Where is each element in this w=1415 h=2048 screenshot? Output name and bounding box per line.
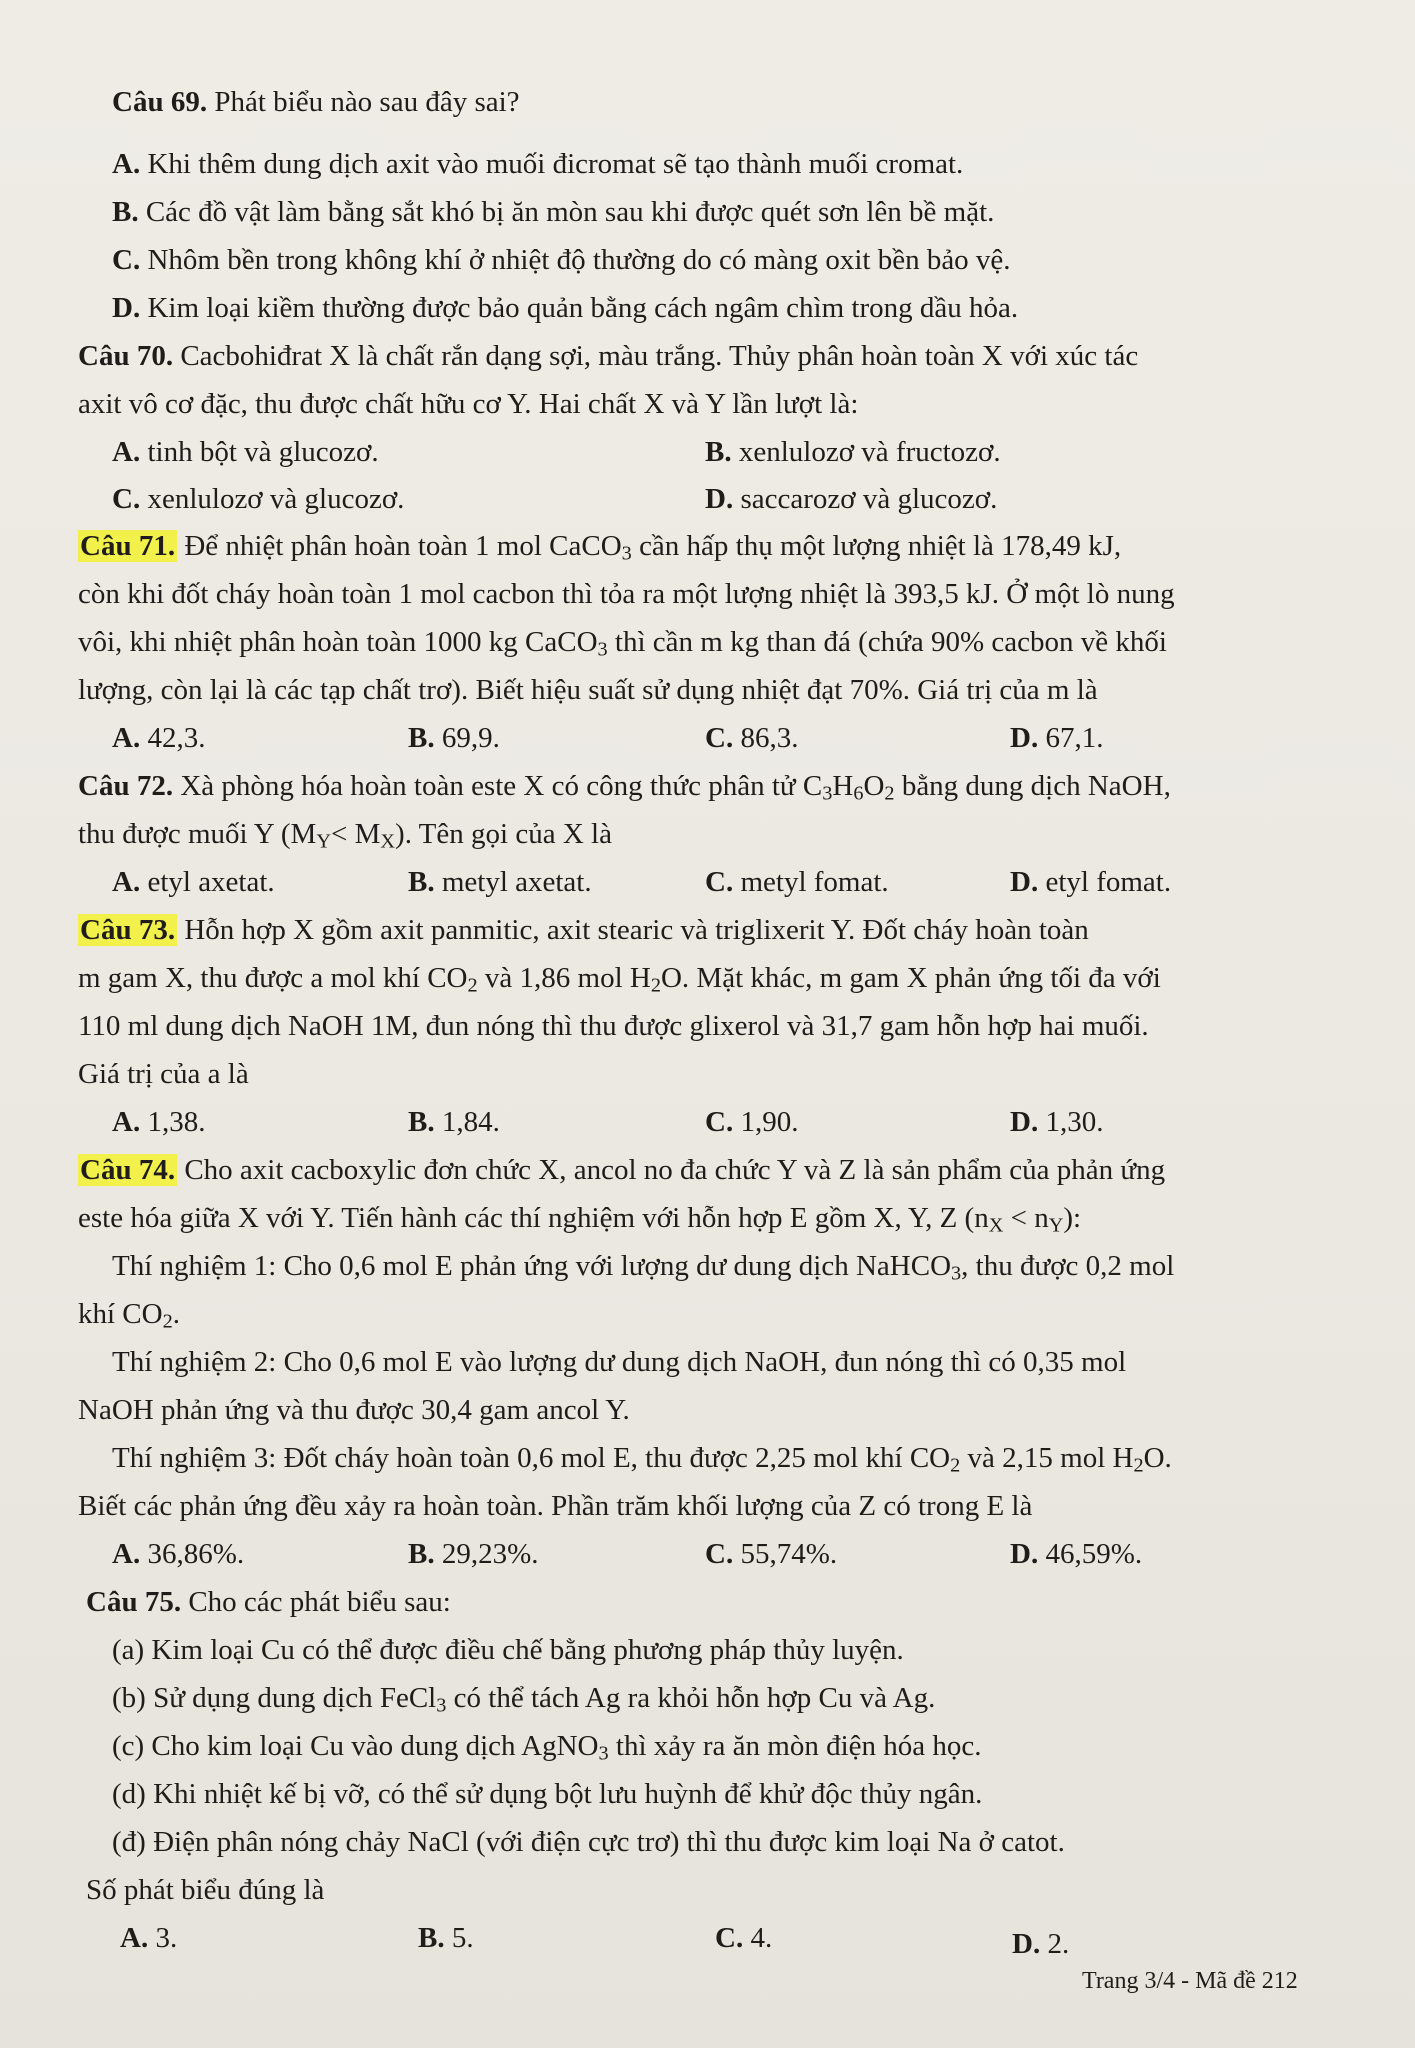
q70-stem-line2: axit vô cơ đặc, thu được chất hữu cơ Y. Hai chất X và Y lần lượt là:	[78, 388, 859, 420]
q71-option-a: A. 42,3.	[112, 722, 206, 754]
q70-option-b: B. xenlulozơ và fructozơ.	[705, 436, 1001, 468]
q71-option-b: B. 69,9.	[408, 722, 500, 754]
q74-experiment-1: Thí nghiệm 1: Cho 0,6 mol E phản ứng với lượng dư dung dịch NaHCO$_3$, thu được 0,2 mol	[112, 1250, 1175, 1285]
q71-line4: lượng, còn lại là các tạp chất trơ). Biết hiệu suất sử dụng nhiệt đạt 70%. Giá trị của m là	[78, 674, 1098, 706]
q75-option-a: A. 3.	[120, 1922, 178, 1954]
q74-line2: este hóa giữa X với Y. Tiến hành các thí nghiệm với hỗn hợp E gồm X, Y, Z $(n_X < n_Y)$:	[78, 1202, 1082, 1237]
q72-line2: thu được muối Y $(M_Y< M_X)$. Tên gọi của X là	[78, 818, 612, 853]
q71-line2: còn khi đốt cháy hoàn toàn 1 mol cacbon thì tỏa ra một lượng nhiệt là 393,5 kJ. Ở một lò nung	[78, 578, 1175, 610]
q71-option-c: C. 86,3.	[705, 722, 799, 754]
q74-experiment-2-cont: NaOH phản ứng và thu được 30,4 gam ancol Y.	[78, 1394, 630, 1426]
q73-line1: Câu 73. Hỗn hợp X gồm axit panmitic, axit stearic và triglixerit Y. Đốt cháy hoàn toàn	[80, 914, 1089, 946]
q73-line2: m gam X, thu được a mol khí $CO_2$ và 1,86 mol $H_2O$. Mặt khác, m gam X phản ứng tối đa với	[78, 962, 1161, 997]
q73-option-a: A. 1,38.	[112, 1106, 206, 1138]
q74-option-d: D. 46,59%.	[1010, 1538, 1143, 1570]
q74-label: Câu 74.	[80, 1154, 176, 1186]
q71-line1: Câu 71. Để nhiệt phân hoàn toàn 1 mol CaCO$_3$ cần hấp thụ một lượng nhiệt là 178,49 kJ,	[80, 530, 1122, 565]
q70-label: Câu 70.	[78, 340, 174, 372]
q75-statement-b: (b) Sử dụng dung dịch FeCl$_3$ có thể tách Ag ra khỏi hỗn hợp Cu và Ag.	[112, 1682, 936, 1717]
q72-option-b: B. metyl axetat.	[408, 866, 592, 898]
q73-option-c: C. 1,90.	[705, 1106, 799, 1138]
q75-stem: Câu 75. Cho các phát biểu sau:	[86, 1586, 451, 1618]
q75-question: Số phát biểu đúng là	[86, 1874, 325, 1906]
q74-question: Biết các phản ứng đều xảy ra hoàn toàn. Phần trăm khối lượng của Z có trong E là	[78, 1490, 1033, 1522]
q74-option-b: B. 29,23%.	[408, 1538, 539, 1570]
q75-statement-dd: (đ) Điện phân nóng chảy NaCl (với điện cực trơ) thì thu được kim loại Na ở catot.	[112, 1826, 1065, 1858]
q75-option-d: D. 2.	[1012, 1928, 1070, 1960]
q69-option-c: C. Nhôm bền trong không khí ở nhiệt độ thường do có màng oxit bền bảo vệ.	[112, 244, 1011, 276]
q72-option-d: D. etyl fomat.	[1010, 866, 1172, 898]
q70-stem-line1: Câu 70. Cacbohiđrat X là chất rắn dạng sợi, màu trắng. Thủy phân hoàn toàn X với xúc tác	[78, 340, 1139, 372]
q69-option-b: B. Các đồ vật làm bằng sắt khó bị ăn mòn sau khi được quét sơn lên bề mặt.	[112, 196, 995, 228]
q72-option-c: C. metyl fomat.	[705, 866, 889, 898]
q74-option-a: A. 36,86%.	[112, 1538, 245, 1570]
q75-option-c: C. 4.	[715, 1922, 773, 1954]
q75-statement-a: (a) Kim loại Cu có thể được điều chế bằng phương pháp thủy luyện.	[112, 1634, 904, 1666]
q69-option-a: A. Khi thêm dung dịch axit vào muối đicromat sẽ tạo thành muối cromat.	[112, 148, 964, 180]
q75-statement-d: (d) Khi nhiệt kế bị vỡ, có thể sử dụng bột lưu huỳnh để khử độc thủy ngân.	[112, 1778, 983, 1810]
q73-line3: 110 ml dung dịch NaOH 1M, đun nóng thì thu được glixerol và 31,7 gam hỗn hợp hai muối.	[78, 1010, 1149, 1042]
q72-label: Câu 72.	[78, 770, 174, 802]
q75-option-b: B. 5.	[418, 1922, 474, 1954]
q72-option-a: A. etyl axetat.	[112, 866, 275, 898]
q75-statement-c: (c) Cho kim loại Cu vào dung dịch AgNO$_3$ thì xảy ra ăn mòn điện hóa học.	[112, 1730, 982, 1765]
q71-option-d: D. 67,1.	[1010, 722, 1104, 754]
q69-label: Câu 69.	[112, 86, 208, 118]
q71-label: Câu 71.	[80, 530, 176, 562]
q71-line3: vôi, khi nhiệt phân hoàn toàn 1000 kg CaCO$_3$ thì cần m kg than đá (chứa 90% cacbon về khối	[78, 626, 1167, 661]
q70-option-c: C. xenlulozơ và glucozơ.	[112, 483, 405, 515]
q69-option-d: D. Kim loại kiềm thường được bảo quản bằng cách ngâm chìm trong dầu hỏa.	[112, 292, 1019, 324]
q73-option-d: D. 1,30.	[1010, 1106, 1104, 1138]
q75-label: Câu 75.	[86, 1586, 182, 1618]
q70-option-a: A. tinh bột và glucozơ.	[112, 436, 379, 468]
q74-experiment-3: Thí nghiệm 3: Đốt cháy hoàn toàn 0,6 mol E, thu được 2,25 mol khí $CO_2$ và 2,15 mol $H_2O$.	[112, 1442, 1172, 1477]
q74-experiment-2: Thí nghiệm 2: Cho 0,6 mol E vào lượng dư dung dịch NaOH, đun nóng thì có 0,35 mol	[112, 1346, 1127, 1378]
q74-option-c: C. 55,74%.	[705, 1538, 838, 1570]
q73-line4: Giá trị của a là	[78, 1058, 249, 1090]
q69-text: Phát biểu nào sau đây sai?	[214, 86, 520, 118]
q73-option-b: B. 1,84.	[408, 1106, 500, 1138]
q73-label: Câu 73.	[80, 914, 176, 946]
q72-line1: Câu 72. Xà phòng hóa hoàn toàn este X có công thức phân tử $C_3H_6O_2$ bằng dung dịch NaOH,	[78, 770, 1171, 805]
q74-experiment-1-cont: khí $CO_2$.	[78, 1298, 180, 1333]
q70-option-d: D. saccarozơ và glucozơ.	[705, 483, 998, 515]
q69-stem	[112, 88, 520, 117]
q74-line1: Câu 74. Cho axit cacboxylic đơn chức X, ancol no đa chức Y và Z là sản phẩm của phản ứng	[80, 1154, 1166, 1186]
page-footer: Trang 3/4 - Mã đề 212	[1082, 1968, 1298, 1994]
